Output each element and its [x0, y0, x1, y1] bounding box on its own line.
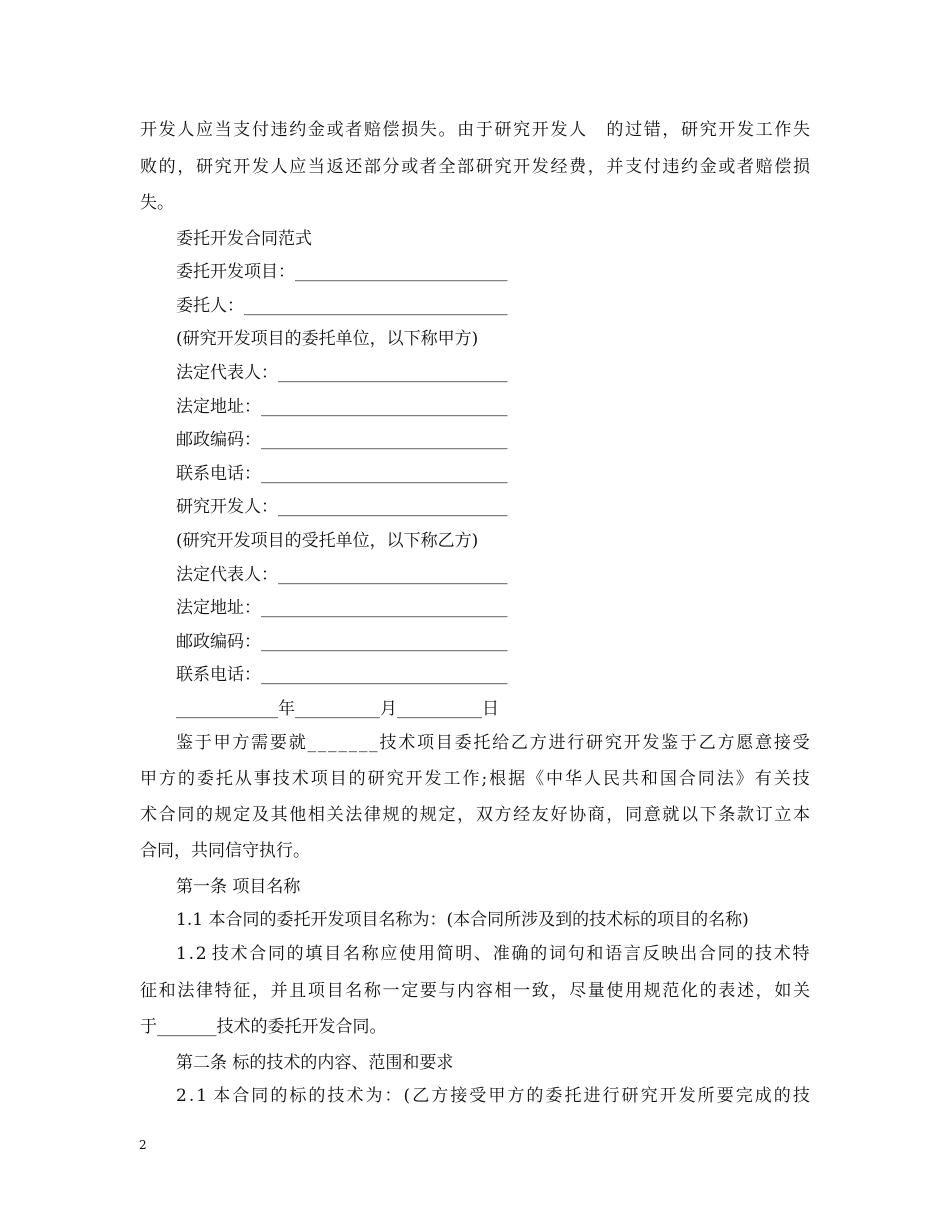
paragraph-line: 失。: [140, 193, 174, 213]
form-field-legal-rep: 法定代表人：___________________________: [176, 565, 508, 585]
page-number: 2: [139, 1138, 147, 1152]
form-field-address: 法定地址：_____________________________: [176, 397, 508, 417]
paragraph-line: 甲 方 的 委 托 从 事 技 术 项 目 的 研 究 开 发 工 作 ; 根 据 《 中 华 人 民 共 和 国 合 同 法 》 有 关 技: [140, 769, 810, 789]
paragraph-line: 鉴 于 甲 方 需 要 就 _ _ _ _ _ _ _ 技 术 项 目 委 托 给 乙 方 进 行 研 究 开 发 鉴 于 乙 方 愿 意 接 受: [176, 733, 810, 753]
form-field-developer: 研究开发人：___________________________: [176, 497, 508, 517]
article-heading: 第一条 项目名称: [176, 877, 301, 897]
paragraph-line: 1.1 本合同的委托开发项目名称为：(本合同所涉及到的技术标的项目的名称): [176, 910, 749, 930]
form-field-postcode: 邮政编码：_____________________________: [176, 632, 508, 652]
form-field-postcode: 邮政编码：_____________________________: [176, 430, 508, 450]
form-field-legal-rep: 法定代表人：___________________________: [176, 363, 508, 383]
paragraph-line: 术 合 同 的 规 定 及 其 他 相 关 法 律 规 的 规 定 ， 双 方 经 友 好 协 商 ， 同 意 就 以 下 条 款 订 立 本: [140, 805, 810, 825]
client-note: (研究开发项目的委托单位，以下称甲方): [176, 329, 479, 349]
paragraph-line: 于_______技术的委托开发合同。: [140, 1017, 387, 1037]
paragraph-line: 征 和 法 律 特 征 ， 并 且 项 目 名 称 一 定 要 与 内 容 相 一 致 ， 尽 量 使 用 规 范 化 的 表 述 ， 如 关: [140, 981, 810, 1001]
paragraph-line: 1 . 2 技 术 合 同 的 填 目 名 称 应 使 用 简 明 、 准 确 的 词 句 和 语 言 反 映 出 合 同 的 技 术 特: [176, 944, 810, 964]
developer-note: (研究开发项目的受托单位，以下称乙方): [176, 531, 479, 551]
form-field-address: 法定地址：_____________________________: [176, 598, 508, 618]
paragraph-line: 败 的 ， 研 究 开 发 人 应 当 返 还 部 分 或 者 全 部 研 究 开 发 经 费 ， 并 支 付 违 约 金 或 者 赔 偿 损: [140, 157, 810, 177]
paragraph-line: 合同，共同信守执行。: [140, 841, 310, 861]
paragraph-line: 2 . 1 本 合 同 的 标 的 技 术 为 ： ( 乙 方 接 受 甲 方 的 委 托 进 行 研 究 开 发 所 要 完 成 的 技: [176, 1086, 810, 1106]
form-field-phone: 联系电话：_____________________________: [176, 665, 508, 685]
article-heading: 第二条 标的技术的内容、范围和要求: [176, 1053, 454, 1073]
section-title: 委托开发合同范式: [176, 229, 312, 249]
paragraph-line: 开 发 人 应 当 支 付 违 约 金 或 者 赔 偿 损 失 。 由 于 研 究 开 发 人 的 过 错 ， 研 究 开 发 工 作 失: [140, 120, 810, 140]
form-field-project: 委托开发项目：_________________________: [176, 262, 508, 282]
form-field-date: ____________年__________月__________日: [176, 699, 499, 719]
form-field-phone: 联系电话：_____________________________: [176, 464, 508, 484]
form-field-client: 委托人：_______________________________: [176, 296, 508, 316]
